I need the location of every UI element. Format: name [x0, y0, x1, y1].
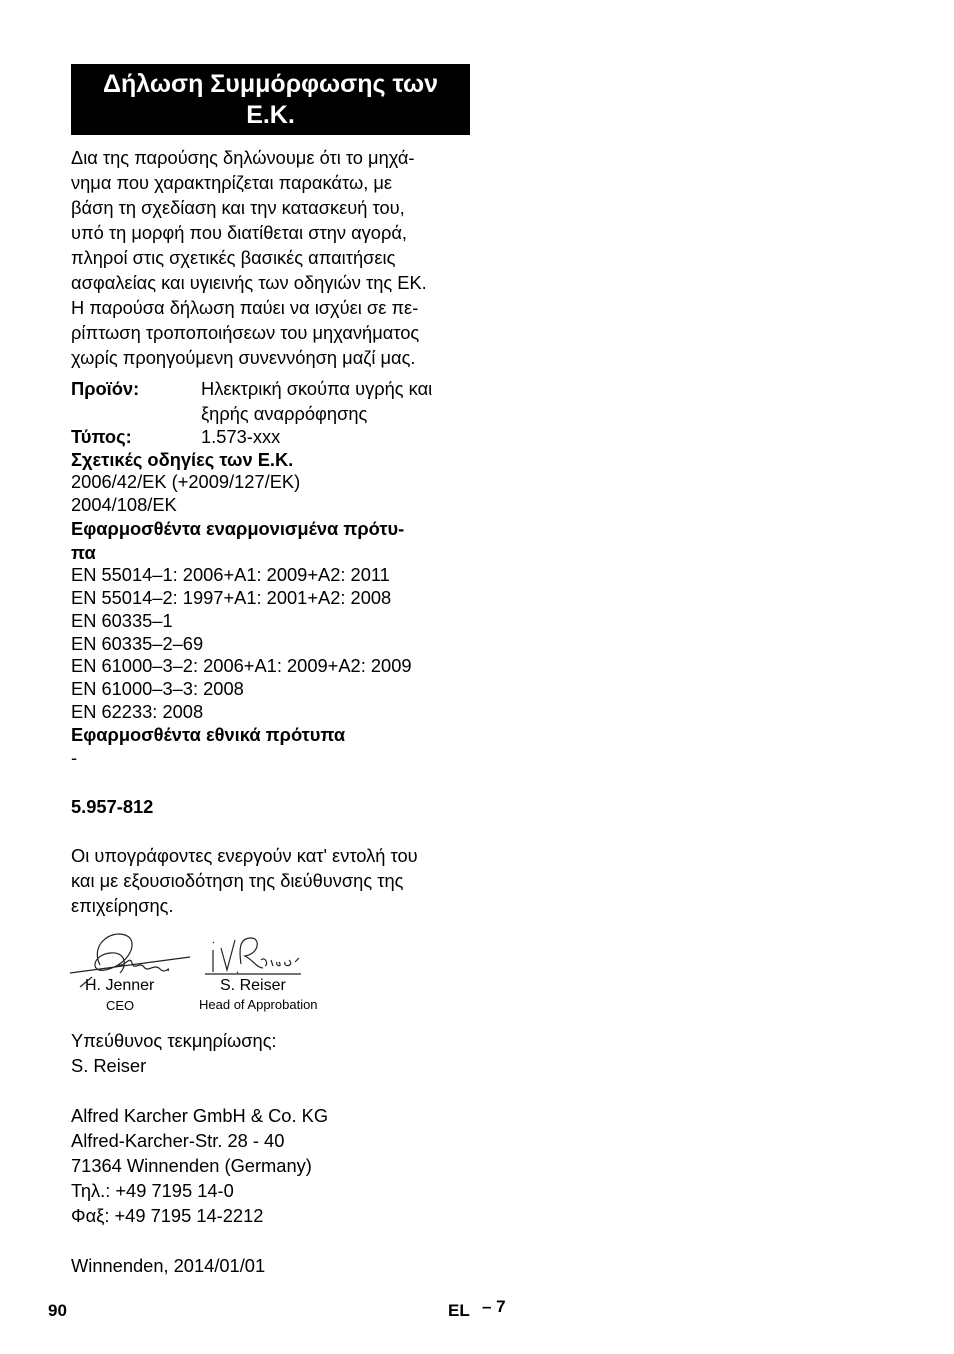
address-line: 71364 Winnenden (Germany)	[71, 1155, 312, 1176]
address-line: Τηλ.: +49 7195 14-0	[71, 1180, 234, 1201]
signature-role-reiser: Head of Approbation	[199, 997, 318, 1012]
page-title	[71, 64, 470, 135]
directive-item: 2004/108/ΕΚ	[71, 494, 177, 515]
harmonised-heading-line-1: Εφαρμοσθέντα εναρμονισμένα πρότυ-	[71, 518, 405, 539]
directive-item: 2006/42/ΕΚ (+2009/127/ΕΚ)	[71, 471, 301, 492]
intro-line: νημα που χαρακτηρίζεται παρακάτω, με	[71, 172, 393, 193]
document-number: 5.957-812	[71, 796, 154, 817]
product-label: Προϊόν:	[71, 378, 140, 399]
documentation-label: Υπεύθυνος τεκμηρίωσης:	[71, 1030, 277, 1051]
signature-name-jenner: H. Jenner	[85, 977, 155, 994]
national-heading: Εφαρμοσθέντα εθνικά πρότυπα	[71, 724, 346, 745]
intro-line: υπό τη μορφή που διατίθεται στην αγορά,	[71, 222, 408, 243]
signatories-line: και με εξουσιοδότηση της διεύθυνσης της	[71, 870, 404, 891]
intro-line: βάση τη σχεδίαση και την κατασκευή του,	[71, 197, 405, 218]
signatories-line: Οι υπογράφοντες ενεργούν κατ' εντολή του	[71, 845, 418, 866]
standard-item: EN 55014–2: 1997+A1: 2001+A2: 2008	[71, 587, 392, 608]
intro-line: ρίπτωση τροποποιήσεων του μηχανήματος	[71, 322, 420, 343]
standard-item: EN 61000–3–2: 2006+A1: 2009+A2: 2009	[71, 655, 412, 676]
documentation-name: S. Reiser	[71, 1055, 147, 1076]
intro-line: Η παρούσα δήλωση παύει να ισχύει σε πε-	[71, 297, 419, 318]
address-line: Φαξ: +49 7195 14-2212	[71, 1205, 264, 1226]
harmonised-heading-line-2: πα	[71, 542, 96, 563]
directives-heading: Σχετικές οδηγίες των Ε.Κ.	[71, 449, 294, 470]
title-line-2: Ε.Κ.	[246, 100, 295, 129]
intro-line: ασφαλείας και υγιεινής των οδηγιών της ΕΚ.	[71, 272, 427, 293]
product-value-line-1: Ηλεκτρική σκούπα υγρής και	[201, 378, 433, 399]
place-date: Winnenden, 2014/01/01	[71, 1255, 266, 1276]
standard-item: EN 55014–1: 2006+A1: 2009+A2: 2011	[71, 564, 390, 585]
type-value: 1.573-xxx	[201, 426, 281, 447]
intro-line: πληροί στις σχετικές βασικές απαιτήσεις	[71, 247, 396, 268]
section-number: – 7	[482, 1297, 506, 1316]
intro-line: χωρίς προηγούμενη συνεννόηση μαζί μας.	[71, 347, 416, 368]
standard-item: EN 62233: 2008	[71, 701, 204, 722]
standard-item: EN 61000–3–3: 2008	[71, 678, 244, 699]
signature-name-reiser: S. Reiser	[220, 977, 286, 994]
product-value-line-2: ξηρής αναρρόφησης	[201, 403, 368, 424]
title-line-1: Δήλωση Συμμόρφωσης των	[103, 69, 438, 98]
intro-paragraph	[71, 145, 471, 370]
standard-item: EN 60335–1	[71, 610, 173, 631]
address-line: Alfred-Karcher-Str. 28 - 40	[71, 1130, 285, 1151]
signature-role-jenner: CEO	[106, 998, 135, 1013]
signatories-line: επιχείρησης.	[71, 895, 174, 916]
signature-reiser-image	[205, 930, 305, 980]
address-line: Alfred Karcher GmbH & Co. KG	[71, 1105, 329, 1126]
page-number: 90	[48, 1301, 67, 1320]
standard-item: EN 60335–2–69	[71, 633, 204, 654]
type-label: Τύπος:	[71, 426, 132, 447]
intro-line: Δια της παρούσης δηλώνουμε ότι το μηχά-	[71, 147, 415, 168]
language-code: EL	[448, 1301, 470, 1320]
national-value: -	[71, 747, 78, 768]
